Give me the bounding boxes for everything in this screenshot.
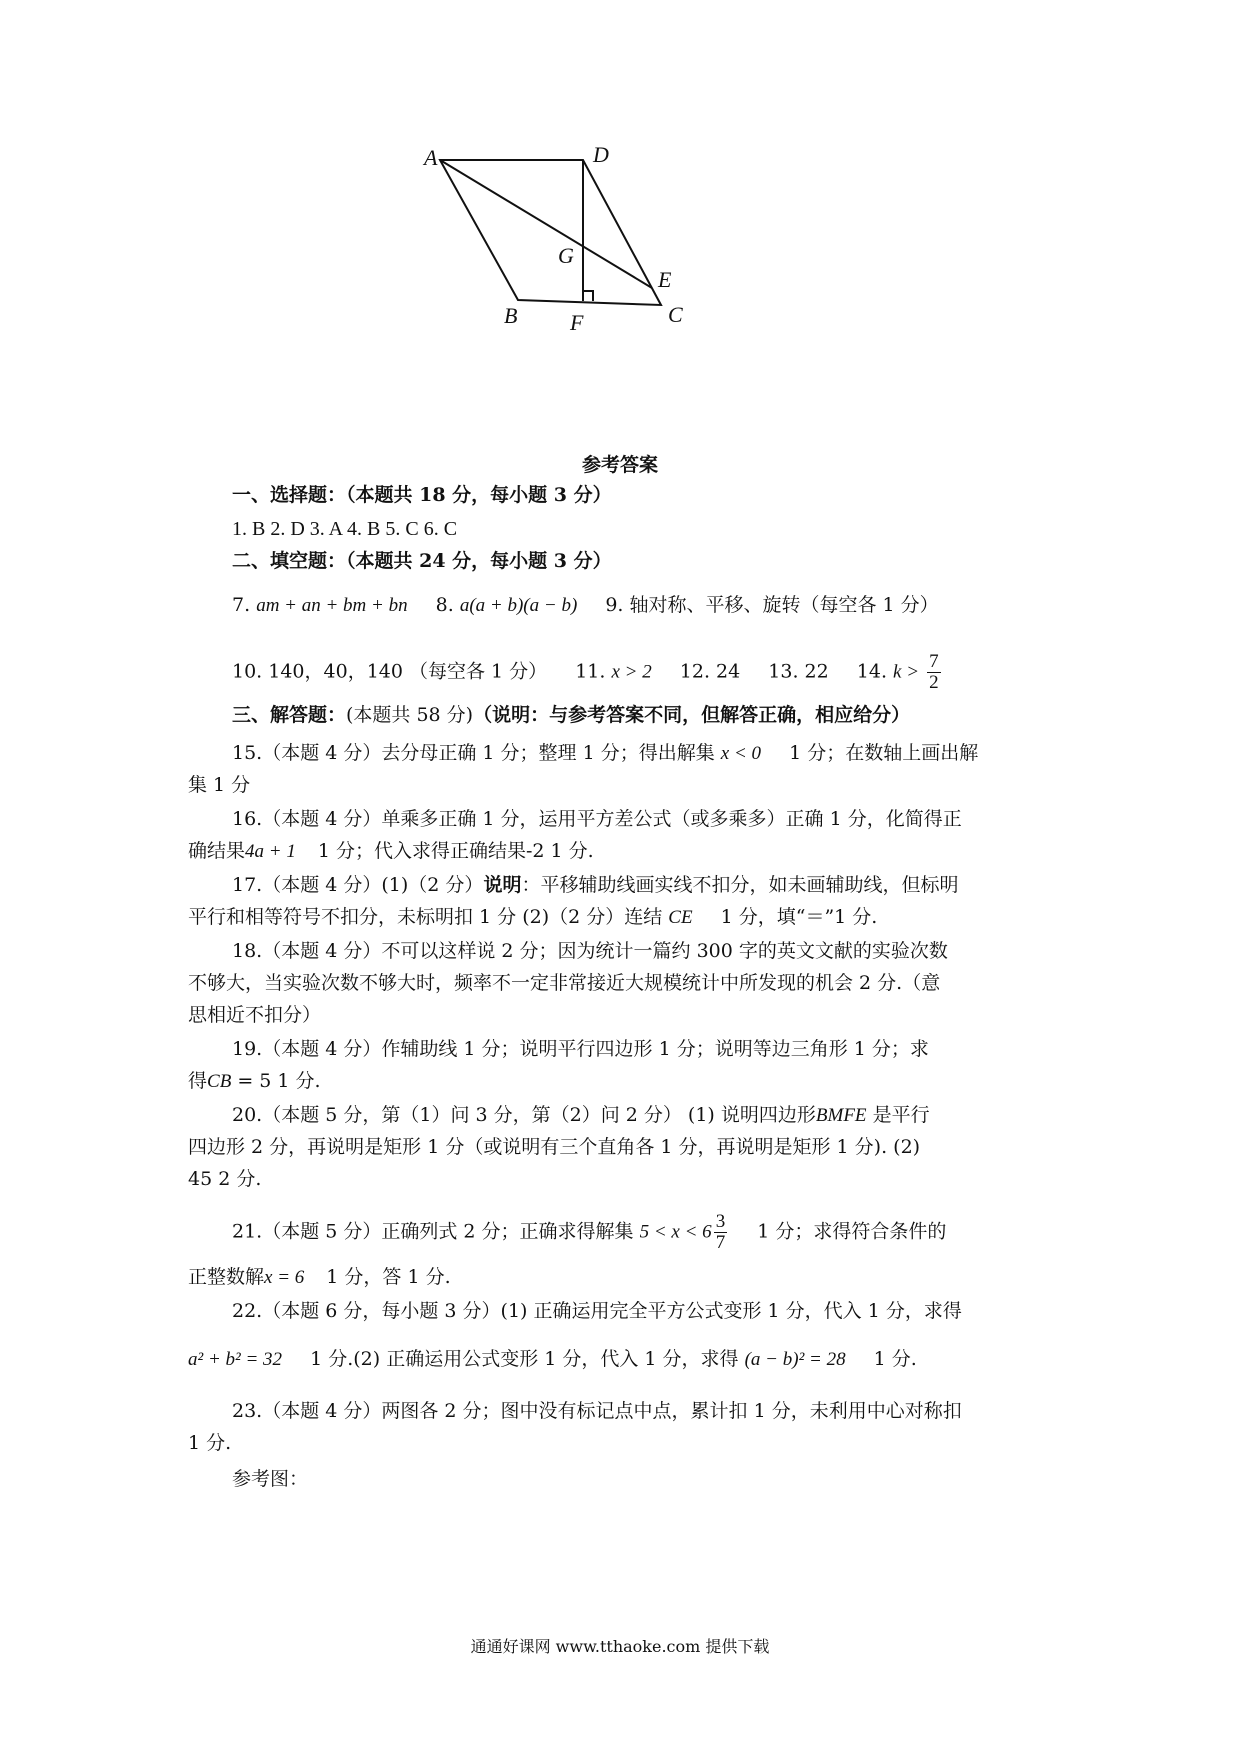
q16-line1: 16.（本题 4 分）单乘多正确 1 分，运用平方差公式（或多乘多）正确 1 分，化简得正 — [232, 808, 962, 830]
q14-fraction — [927, 652, 941, 693]
q21-fraction-numerator: 3 — [715, 1211, 726, 1232]
q17-line2 — [188, 904, 877, 931]
q15-text-2: 1 分；在数轴上画出解 — [789, 742, 979, 764]
q20-line2: 四边形 2 分，再说明是矩形 1 分（或说明有三个直角各 1 分，再说明是矩形 1 分). (2) — [188, 1136, 921, 1158]
section3-heading — [232, 702, 910, 728]
q16-line2 — [188, 838, 594, 865]
q18-line2: 不够大，当实验次数不够大时，频率不一定非常接近大规模统计中所发现的机会 2 分.（意 — [188, 972, 941, 994]
q17-text-4: 1 分，填“＝”1 分. — [720, 906, 878, 928]
q21-fraction-denominator: 7 — [715, 1231, 726, 1253]
q14-fraction-denominator: 2 — [929, 671, 939, 693]
label-d: D — [593, 142, 609, 167]
q20-line1 — [232, 1102, 930, 1129]
section2-line1 — [232, 592, 939, 619]
q22-math: a² + b² = 32 — [188, 1349, 283, 1370]
section3-heading-note: （说明：与参考答案不同，但解答正确，相应给分） — [473, 704, 911, 726]
section1-heading: 一、选择题：（本题共 18 分，每小题 3 分） — [232, 484, 612, 506]
label-b: B — [504, 303, 518, 328]
q21-text-2: 1 分；求得符合条件的 — [757, 1220, 947, 1243]
q21-math-2: x = 6 — [264, 1267, 305, 1288]
q15-math: x < 0 — [720, 743, 762, 764]
q21-text: 21.（本题 5 分）正确列式 2 分；正确求得解集 — [232, 1220, 634, 1243]
q23-line1: 23.（本题 4 分）两图各 2 分；图中没有标记点中点，累计扣 1 分，未利用中心对称扣 — [232, 1400, 962, 1422]
q20-text-2: 是平行 — [872, 1104, 930, 1126]
section3-heading-points: (本题共 58 分) — [346, 704, 474, 726]
page-footer: 通通好课网 www.tthaoke.com 提供下载 — [470, 1637, 770, 1656]
q19-text-2: = 5 1 分. — [237, 1070, 321, 1092]
q8-answer: a(a + b)(a − b) — [459, 595, 578, 616]
q21-line1 — [232, 1212, 946, 1253]
q17-text: 17.（本题 4 分）(1)（2 分） — [232, 874, 484, 896]
q8-number: 8. — [435, 594, 454, 616]
q18-line3: 思相近不扣分） — [188, 1004, 322, 1026]
label-a: A — [424, 145, 438, 170]
q18-line1: 18.（本题 4 分）不可以这样说 2 分；因为统计一篇约 300 字的英文文献的实验次数 — [232, 940, 948, 962]
q22-line2 — [188, 1346, 917, 1373]
label-e: E — [658, 267, 672, 292]
section2-line2 — [232, 652, 943, 693]
q19-line1: 19.（本题 4 分）作辅助线 1 分；说明平行四边形 1 分；说明等边三角形 1 分；求 — [232, 1038, 929, 1060]
right-angle-mark — [583, 291, 593, 301]
q16-text-2: 1 分；代入求得正确结果-2 1 分. — [317, 840, 594, 862]
q13-answer: 13. 22 — [768, 660, 829, 683]
parallelogram-abcd — [440, 160, 661, 305]
q19-text: 得 — [188, 1070, 208, 1092]
answers-title: 参考答案 — [581, 454, 658, 476]
q22-line1: 22.（本题 6 分，每小题 3 分）(1) 正确运用完全平方公式变形 1 分，代入 1 分，求得 — [232, 1300, 962, 1322]
q15-line2: 集 1 分 — [188, 774, 251, 796]
q7-number: 7. — [232, 594, 251, 616]
q14-fraction-numerator: 7 — [929, 651, 939, 672]
q21-fraction — [714, 1212, 728, 1253]
q7-answer: am + an + bm + bn — [256, 595, 408, 616]
q17-text-2: ：平移辅助线画实线不扣分，如未画辅助线，但标明 — [521, 874, 959, 896]
q22-math-2: (a − b)² = 28 — [744, 1349, 846, 1370]
q14-number: 14. — [856, 660, 887, 683]
q21-text-4: 1 分，答 1 分. — [326, 1266, 451, 1288]
q20-math: BMFE — [815, 1105, 867, 1126]
q12-answer: 12. 24 — [679, 660, 741, 683]
q17-text-3: 平行和相等符号不扣分，未标明扣 1 分 (2)（2 分）连结 — [188, 906, 663, 928]
q9-answer: 9. 轴对称、平移、旋转（每空各 1 分） — [605, 594, 939, 616]
q17-bold: 说明 — [483, 874, 522, 896]
section3-heading-title: 三、解答题： — [232, 704, 347, 726]
q21-text-3: 正整数解 — [188, 1266, 265, 1288]
q20-line3: 45 2 分. — [188, 1168, 262, 1190]
q11-number: 11. — [575, 660, 606, 683]
q22-text-2: 1 分. — [873, 1348, 917, 1370]
segment-ae — [440, 160, 652, 288]
q20-text: 20.（本题 5 分，第（1）问 3 分，第（2）问 2 分） (1) 说明四边形 — [232, 1104, 816, 1126]
parallelogram-figure — [424, 142, 800, 380]
q14-answer: k > — [893, 661, 920, 683]
q23-line2: 1 分. — [188, 1432, 232, 1454]
q11-answer: x > 2 — [611, 661, 652, 683]
reference-figure-label: 参考图： — [232, 1468, 309, 1490]
q17-math: CE — [668, 907, 693, 928]
q17-line1 — [232, 872, 958, 898]
q10-answer: 10. 140，40，140 （每空各 1 分） — [232, 660, 548, 683]
label-f: F — [570, 310, 584, 335]
q15-line1 — [232, 740, 978, 767]
q21-math: 5 < x < 6 — [639, 1221, 712, 1243]
q22-text: 1 分.(2) 正确运用公式变形 1 分，代入 1 分，求得 — [310, 1348, 739, 1370]
q19-line2 — [188, 1068, 321, 1095]
label-c: C — [668, 302, 683, 327]
q16-text: 确结果 — [188, 840, 246, 862]
q16-math: 4a + 1 — [245, 841, 296, 862]
q19-math: CB — [207, 1071, 232, 1092]
section1-answers: 1. B 2. D 3. A 4. B 5. C 6. C — [232, 518, 458, 540]
q21-line2 — [188, 1264, 451, 1291]
label-g: G — [558, 243, 574, 268]
q15-text: 15.（本题 4 分）去分母正确 1 分；整理 1 分；得出解集 — [232, 742, 715, 764]
section2-heading: 二、填空题：（本题共 24 分，每小题 3 分） — [232, 550, 612, 572]
